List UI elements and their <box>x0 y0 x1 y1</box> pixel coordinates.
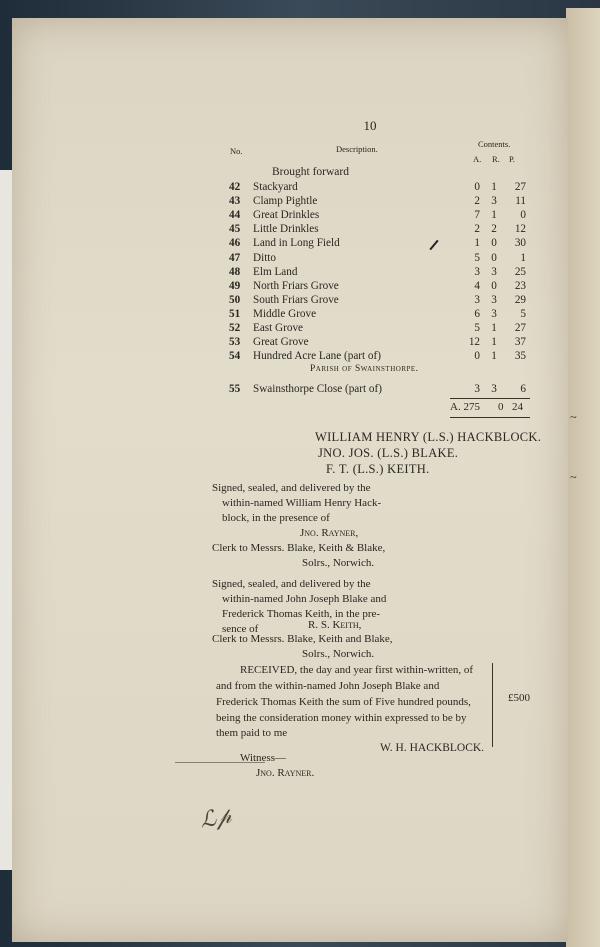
receipt-brace <box>492 663 505 747</box>
row-roods: 1 <box>491 350 497 363</box>
total-rule-bottom <box>450 417 530 418</box>
receipt-amount: £500 <box>508 692 530 704</box>
row-number: 50 <box>229 293 241 306</box>
witness1-line3: block, in the presence of <box>222 512 330 524</box>
row-roods: 0 <box>491 251 497 264</box>
witness2-line2: within-named John Joseph Blake and <box>222 593 387 605</box>
row-number: 47 <box>229 251 241 264</box>
margin-handwriting: ~ <box>570 410 577 424</box>
row-number: 44 <box>229 209 241 222</box>
witness-name: Jno. Rayner. <box>256 767 315 779</box>
document-page <box>12 18 568 942</box>
row-number: 55 <box>229 383 241 395</box>
table-row <box>226 336 536 350</box>
row-roods: 2 <box>491 223 497 236</box>
witness2-line4: sence of <box>222 623 259 635</box>
row-description: Elm Land <box>253 265 298 278</box>
row-description: North Friars Grove <box>253 279 339 292</box>
row-perches: 6 <box>520 383 526 395</box>
header-acres: A. <box>473 154 482 164</box>
row-roods: 1 <box>491 209 497 222</box>
total-rule-top <box>450 398 530 399</box>
row-number: 45 <box>229 223 241 236</box>
row-acres: 7 <box>474 209 480 222</box>
row-perches: 30 <box>514 237 526 250</box>
table-row <box>226 322 536 336</box>
row-acres: 3 <box>474 383 480 395</box>
row-acres: 3 <box>474 265 480 278</box>
row-description: East Grove <box>253 322 304 334</box>
row-number: 49 <box>229 279 241 292</box>
table-row <box>226 280 536 294</box>
row-description: Land in Long Field <box>253 237 340 250</box>
row-description: Great Grove <box>253 336 309 349</box>
parish-heading: Parish of Swainsthorpe. <box>310 364 419 374</box>
row-description: South Friars Grove <box>253 293 339 306</box>
witness2-line3: Frederick Thomas Keith, in the pre- <box>222 608 381 620</box>
witness1-line2: within-named William Henry Hack- <box>222 497 382 509</box>
header-contents: Contents. <box>478 139 511 149</box>
handwritten-initials: ℒ𝓅 <box>197 802 234 833</box>
row-roods: 0 <box>491 237 497 250</box>
table-row <box>226 209 536 223</box>
row-acres: 2 <box>474 223 480 236</box>
row-acres: 5 <box>474 251 480 264</box>
witness2-clerk: Clerk to Messrs. Blake, Keith and Blake, <box>212 633 393 645</box>
header-no: No. <box>230 146 243 156</box>
witness1-solrs: Solrs., Norwich. <box>302 557 375 569</box>
receipt-line1: RECEIVED, the day and year first within-written, of <box>240 664 474 676</box>
row-roods: 1 <box>491 181 497 193</box>
receipt-line2: and from the within-named John Joseph Blake and <box>216 680 440 692</box>
row-description: Stackyard <box>253 181 298 193</box>
row-number: 48 <box>229 265 241 278</box>
row-acres: 2 <box>474 195 480 208</box>
row-acres: 0 <box>474 181 480 193</box>
margin-handwriting: ~ <box>570 470 577 484</box>
table-row <box>226 383 536 397</box>
row-perches: 5 <box>520 307 526 320</box>
row-roods: 1 <box>491 336 497 349</box>
row-number: 53 <box>229 336 241 349</box>
row-number: 51 <box>229 307 241 320</box>
witness2-line1: Signed, sealed, and delivered by the <box>212 578 371 590</box>
row-perches: 37 <box>514 336 526 349</box>
table-row <box>226 294 536 308</box>
table-row <box>226 223 536 237</box>
row-roods: 0 <box>491 279 497 292</box>
signature-keith: F. T. (L.S.) KEITH. <box>326 462 430 476</box>
row-acres: 4 <box>474 279 480 292</box>
receipt-line3: Frederick Thomas Keith the sum of Five hundred pounds, <box>216 696 471 708</box>
row-perches: 27 <box>514 181 526 193</box>
row-number: 52 <box>229 322 241 334</box>
header-roods: R. <box>492 154 500 164</box>
receipt-line4: being the consideration money within expressed to be by <box>216 712 467 724</box>
witness2-solrs: Solrs., Norwich. <box>302 648 375 660</box>
signature-hackblock: WILLIAM HENRY (L.S.) HACKBLOCK. <box>315 430 542 444</box>
row-roods: 3 <box>491 195 497 208</box>
receipt-line5: them paid to me <box>216 727 288 739</box>
row-perches: 35 <box>514 350 526 363</box>
row-roods: 1 <box>491 322 497 334</box>
table-row <box>226 237 536 251</box>
total-acres: A. 275 <box>450 401 480 413</box>
header-description: Description. <box>336 144 378 154</box>
row-description: Hundred Acre Lane (part of) <box>253 350 381 363</box>
table-row <box>226 195 536 209</box>
total-perches: 24 <box>512 401 523 413</box>
row-roods: 3 <box>491 293 497 306</box>
witness1-name: Jno. Rayner, <box>300 527 359 539</box>
row-perches: 12 <box>514 223 526 236</box>
row-acres: 1 <box>474 237 480 250</box>
header-perches: P. <box>509 154 515 164</box>
row-roods: 3 <box>491 265 497 278</box>
row-number: 46 <box>229 237 241 250</box>
brought-forward: Brought forward <box>272 166 349 178</box>
row-roods: 3 <box>491 307 497 320</box>
row-perches: 23 <box>514 279 526 292</box>
row-description: Great Drinkles <box>253 209 320 222</box>
row-acres: 0 <box>474 350 480 363</box>
row-number: 42 <box>229 181 241 193</box>
table-row <box>226 181 536 195</box>
row-perches: 1 <box>520 251 526 264</box>
row-description: Middle Grove <box>253 307 317 320</box>
row-perches: 11 <box>515 195 526 208</box>
witness1-line1: Signed, sealed, and delivered by the <box>212 482 371 494</box>
row-roods: 3 <box>491 383 497 395</box>
table-row <box>226 252 536 266</box>
row-description: Clamp Pightle <box>253 195 318 208</box>
row-description: Swainsthorpe Close (part of) <box>253 383 382 395</box>
row-acres: 6 <box>474 307 480 320</box>
witness1-clerk: Clerk to Messrs. Blake, Keith & Blake, <box>212 542 386 554</box>
signature-blake: JNO. JOS. (L.S.) BLAKE. <box>318 446 459 460</box>
witness-label: Witness— <box>240 752 286 764</box>
receipt-signer: W. H. HACKBLOCK. <box>380 742 485 754</box>
row-perches: 0 <box>520 209 526 222</box>
row-description: Little Drinkles <box>253 223 319 236</box>
page-number: 10 <box>363 118 377 133</box>
total-roods: 0 <box>498 401 504 413</box>
row-perches: 25 <box>514 265 526 278</box>
row-number: 43 <box>229 195 241 208</box>
table-row <box>226 266 536 280</box>
row-number: 54 <box>229 350 241 363</box>
row-perches: 27 <box>514 322 526 334</box>
table-row <box>226 308 536 322</box>
witness2-name: R. S. Keith, <box>308 619 362 631</box>
row-perches: 29 <box>514 293 526 306</box>
row-acres: 12 <box>468 336 480 349</box>
table-row <box>226 350 536 364</box>
row-description: Ditto <box>253 251 276 264</box>
row-acres: 5 <box>474 322 480 334</box>
row-acres: 3 <box>474 293 480 306</box>
